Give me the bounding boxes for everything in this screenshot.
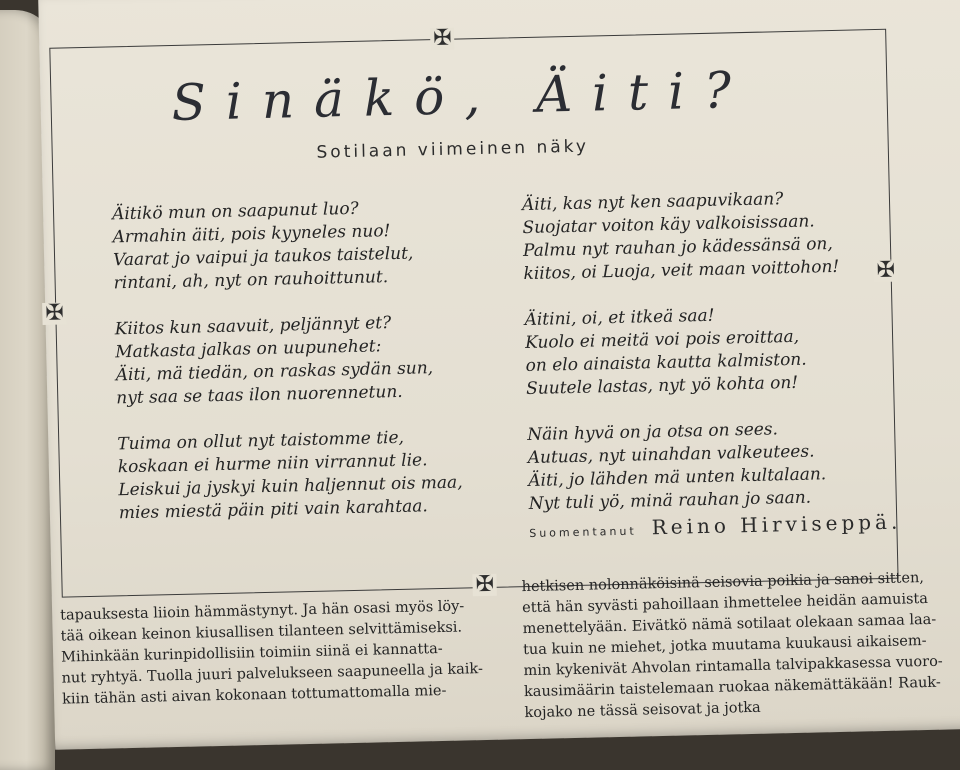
poem-frame	[45, 25, 902, 598]
article-line: nut ryhtyä. Tuolla juuri palvelukseen saapuneella ja kaik-	[61, 661, 484, 687]
article-line: kausimäärin taistelemaan ruokaa näkemättäkään! Rauk-	[523, 674, 941, 701]
poem-right-column	[522, 187, 846, 539]
verse-line: Armahin äiti, pois kyyneles nuo!	[112, 221, 391, 248]
ornament-right: ✠	[873, 260, 898, 283]
article-line: kojako ne tässä seisovat ja jotka	[524, 699, 761, 722]
verse-line: rintani, ah, nyt on rauhoittunut.	[113, 267, 389, 294]
article-line: menettelyään. Eivätkö nämä sotilaat olekaan samaa laa-	[522, 611, 937, 638]
verse-line: Näin hyvä on ja otsa on sees.	[526, 419, 779, 446]
verse-line: nyt saa se taas ilon nuorennetun.	[116, 381, 403, 409]
stanza	[117, 426, 463, 526]
magazine-page	[38, 0, 960, 750]
verse-line: Kiitos kun saavuit, peljännyt et?	[114, 313, 392, 340]
article-line: tapauksesta liioin hämmästynyt. Ja hän osasi myös löy-	[60, 598, 465, 624]
stanza	[524, 302, 842, 401]
verse-line: Kuolo ei meitä voi pois eroittaa,	[524, 326, 800, 354]
ornament-left: ✠	[42, 302, 67, 325]
verse-line: Nyt tuli yö, minä rauhan jo saan.	[528, 487, 812, 514]
stanza	[522, 187, 840, 286]
poem-subtitle: Sotilaan viimeinen näky	[316, 136, 590, 163]
article-line: hetkisen nolonnäköisinä seisovia poikia ja sanoi sitten,	[521, 570, 925, 596]
stanza	[527, 417, 845, 516]
verse-line: Äiti, mä tiedän, on raskas sydän sun,	[115, 358, 434, 386]
verse-line: Palmu nyt rauhan jo kädessänsä on,	[522, 234, 834, 262]
article-line: Mihinkään kurinpidollisiin toimiin siinä ei kannatta-	[60, 640, 443, 666]
article-line: tua kuin ne miehet, jotka muutama kuukausi aikaisem-	[522, 633, 927, 659]
verse-line: Äiti, kas nyt ken saapuvikaan?	[521, 189, 784, 216]
verse-line: Leiskui ja jyskyi kuin haljennut ois maa,	[118, 472, 463, 501]
article-line: min kykenivät Ahvolan rintamalla talvipakkasessa vuoro-	[523, 653, 943, 680]
verse-line: Äitini, oi, et itkeä saa!	[524, 305, 715, 331]
article-left-column	[60, 596, 507, 711]
article-line: että hän syvästi pahoillaan ihmettelee heidän aamuista	[521, 590, 929, 617]
verse-line: Suutele lastas, nyt yö kohta on!	[525, 372, 799, 400]
verse-line: Äitikö mun on saapunut luo?	[111, 198, 359, 225]
article-line: tää oikean keinon kiusallisen tilanteen selvittämiseksi.	[60, 619, 463, 645]
credit-name: Reino Hirviseppä.	[651, 509, 902, 540]
poem-left-column	[112, 196, 464, 549]
verse-line: Autuas, nyt uinahdan valkeutees.	[527, 441, 815, 469]
verse-line: kiitos, oi Luoja, veit maan voittohon!	[523, 256, 840, 285]
stanza	[114, 311, 460, 411]
verse-line: Tuima on ollut nyt taistomme tie,	[117, 427, 405, 455]
article-line: kiin tähän asti aivan kokonaan tottumattomalla mie-	[61, 682, 447, 708]
ornament-top: ✠	[430, 28, 455, 51]
verse-line: on elo ainaista kautta kalmiston.	[525, 349, 807, 377]
verse-line: Vaarat jo vaipui ja taukos taistelut,	[112, 243, 414, 271]
credit-label: Suomentanut	[529, 524, 637, 540]
verse-line: Suojatar voiton käy valkoisissaan.	[522, 211, 815, 239]
ornament-bottom: ✠	[472, 574, 497, 597]
verse-line: Matkasta jalkas on uupunehet:	[115, 336, 382, 363]
article-right-column	[521, 567, 960, 724]
poem-title: Sinäkö, Äiti?	[170, 60, 752, 132]
verse-line: koskaan ei hurme niin virrannut lie.	[117, 450, 428, 478]
verse-line: mies miestä päin piti vain karahtaa.	[118, 496, 428, 524]
stanza	[112, 196, 458, 296]
verse-line: Äiti, jo lähden mä unten kultalaan.	[528, 464, 827, 492]
